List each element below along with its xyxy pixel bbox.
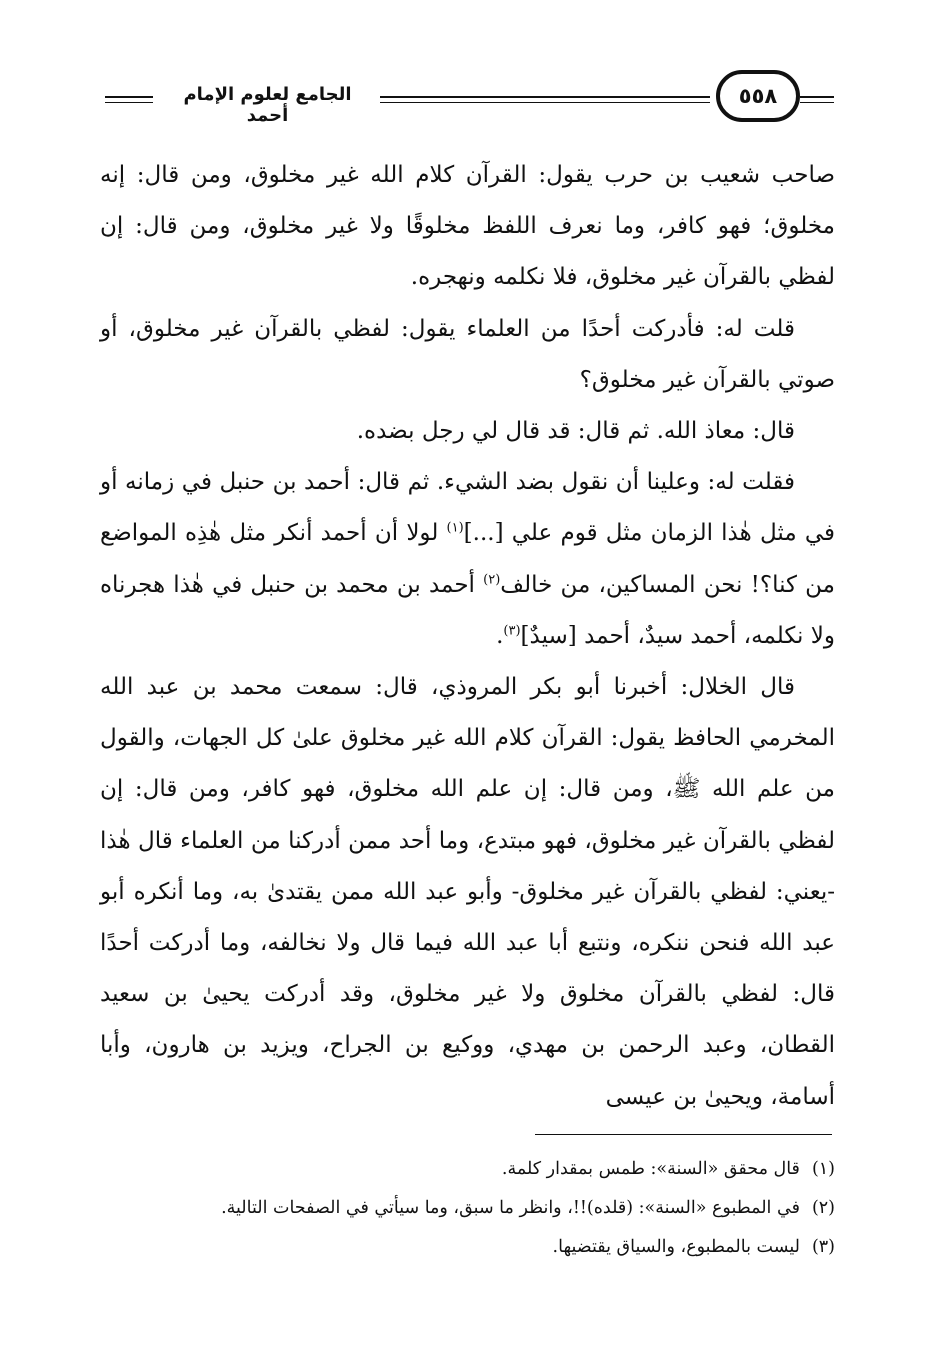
footnotes: [100, 1150, 835, 1267]
body-text: [100, 150, 835, 1123]
paragraph: قال الخلال: أخبرنا أبو بكر المروذي، قال: سمعت محمد بن عبد الله المخرمي الحافظ يقول: القرآن كلام الله غير مخلوق علىٰ كل الجهات، والقول من علم الله ﷺ، ومن قال: إن علم الله مخلوق، فهو كافر، ومن قال: إن لفظي بالقرآن غير مخلوق، فهو مبتدع، وما أحد ممن أدركنا من العلماء قال هٰذا -يعني: لفظي بالقرآن غير مخلوق- وأبو عبد الله ممن يقتدىٰ به، وما أنكره أبو عبد الله فنحن ننكره، ونتبع أبا عبد الله فيما قال ولا نخالفه، وما أدركت أحدًا قال: لفظي بالقرآن مخلوق ولا غير مخلوق، وقد أدركت يحيىٰ بن سعيد القطان، وعبد الرحمن بن مهدي، ووكيع بن الجراح، ويزيد بن هارون، وأبا أسامة، ويحيىٰ بن عيسى: [100, 674, 835, 1110]
header-rule: [105, 96, 153, 98]
paragraph: [100, 457, 835, 662]
header-rule: [380, 102, 710, 103]
header-rule: [105, 102, 153, 103]
running-header: [0, 0, 937, 140]
footnote-text: في المطبوع «السنة»: (قلده)!!، وانظر ما سبق، وما سيأتي في الصفحات التالية.: [221, 1198, 800, 1218]
footnote: [100, 1150, 835, 1189]
paragraph: صاحب شعيب بن حرب يقول: القرآن كلام الله غير مخلوق، ومن قال: إنه مخلوق؛ فهو كافر، وما نعرف اللفظ مخلوقًا ولا غير مخلوق، ومن قال: إن لفظي بالقرآن غير مخلوق، فلا نكلمه ونهجره.: [100, 162, 835, 291]
header-rule: [800, 102, 834, 103]
header-rule: [800, 96, 834, 98]
paragraph-text: فقلت له: وعلينا أن نقول بضد الشيء. ثم قال: أحمد بن حنبل في زمانه أو في مثل هٰذا الزمان مثل قوم علي [...]: [100, 469, 836, 547]
footnote-separator: [535, 1134, 832, 1135]
paragraph-text: .: [496, 622, 504, 649]
paragraph-text: لولا أن أحمد أنكر مثل هٰذِه المواضع من كنا؟! نحن المساكين، من خالف: [100, 520, 835, 598]
footnote-ref[interactable]: (١): [446, 520, 464, 536]
page-number-badge: [716, 70, 800, 122]
footnote-number: (١): [811, 1159, 835, 1179]
footnote: [100, 1189, 835, 1228]
footnote: [100, 1228, 835, 1267]
paragraph: قلت له: فأدركت أحدًا من العلماء يقول: لفظي بالقرآن غير مخلوق، أو صوتي بالقرآن غير مخلوق؟: [100, 315, 835, 393]
footnote-number: (٢): [811, 1198, 835, 1218]
footnote-number: (٣): [811, 1237, 835, 1257]
running-title: الجامع لعلوم الإمام أحمد: [183, 84, 352, 126]
footnote-ref[interactable]: (٣): [503, 623, 521, 639]
header-rule: [380, 96, 710, 98]
footnote-text: قال محقق «السنة»: طمس بمقدار كلمة.: [501, 1159, 800, 1179]
page-number: ٥٥٨: [738, 84, 778, 108]
footnote-text: ليست بالمطبوع، والسياق يقتضيها.: [552, 1237, 800, 1257]
footnote-ref[interactable]: (٢): [483, 571, 501, 587]
paragraph: قال: معاذ الله. ثم قال: قد قال لي رجل بضده.: [356, 418, 795, 445]
paragraph-text: أحمد بن محمد بن حنبل في هٰذا هجرناه ولا نكلمه، أحمد سيدٌ، أحمد [سيدٌ]: [100, 571, 835, 649]
